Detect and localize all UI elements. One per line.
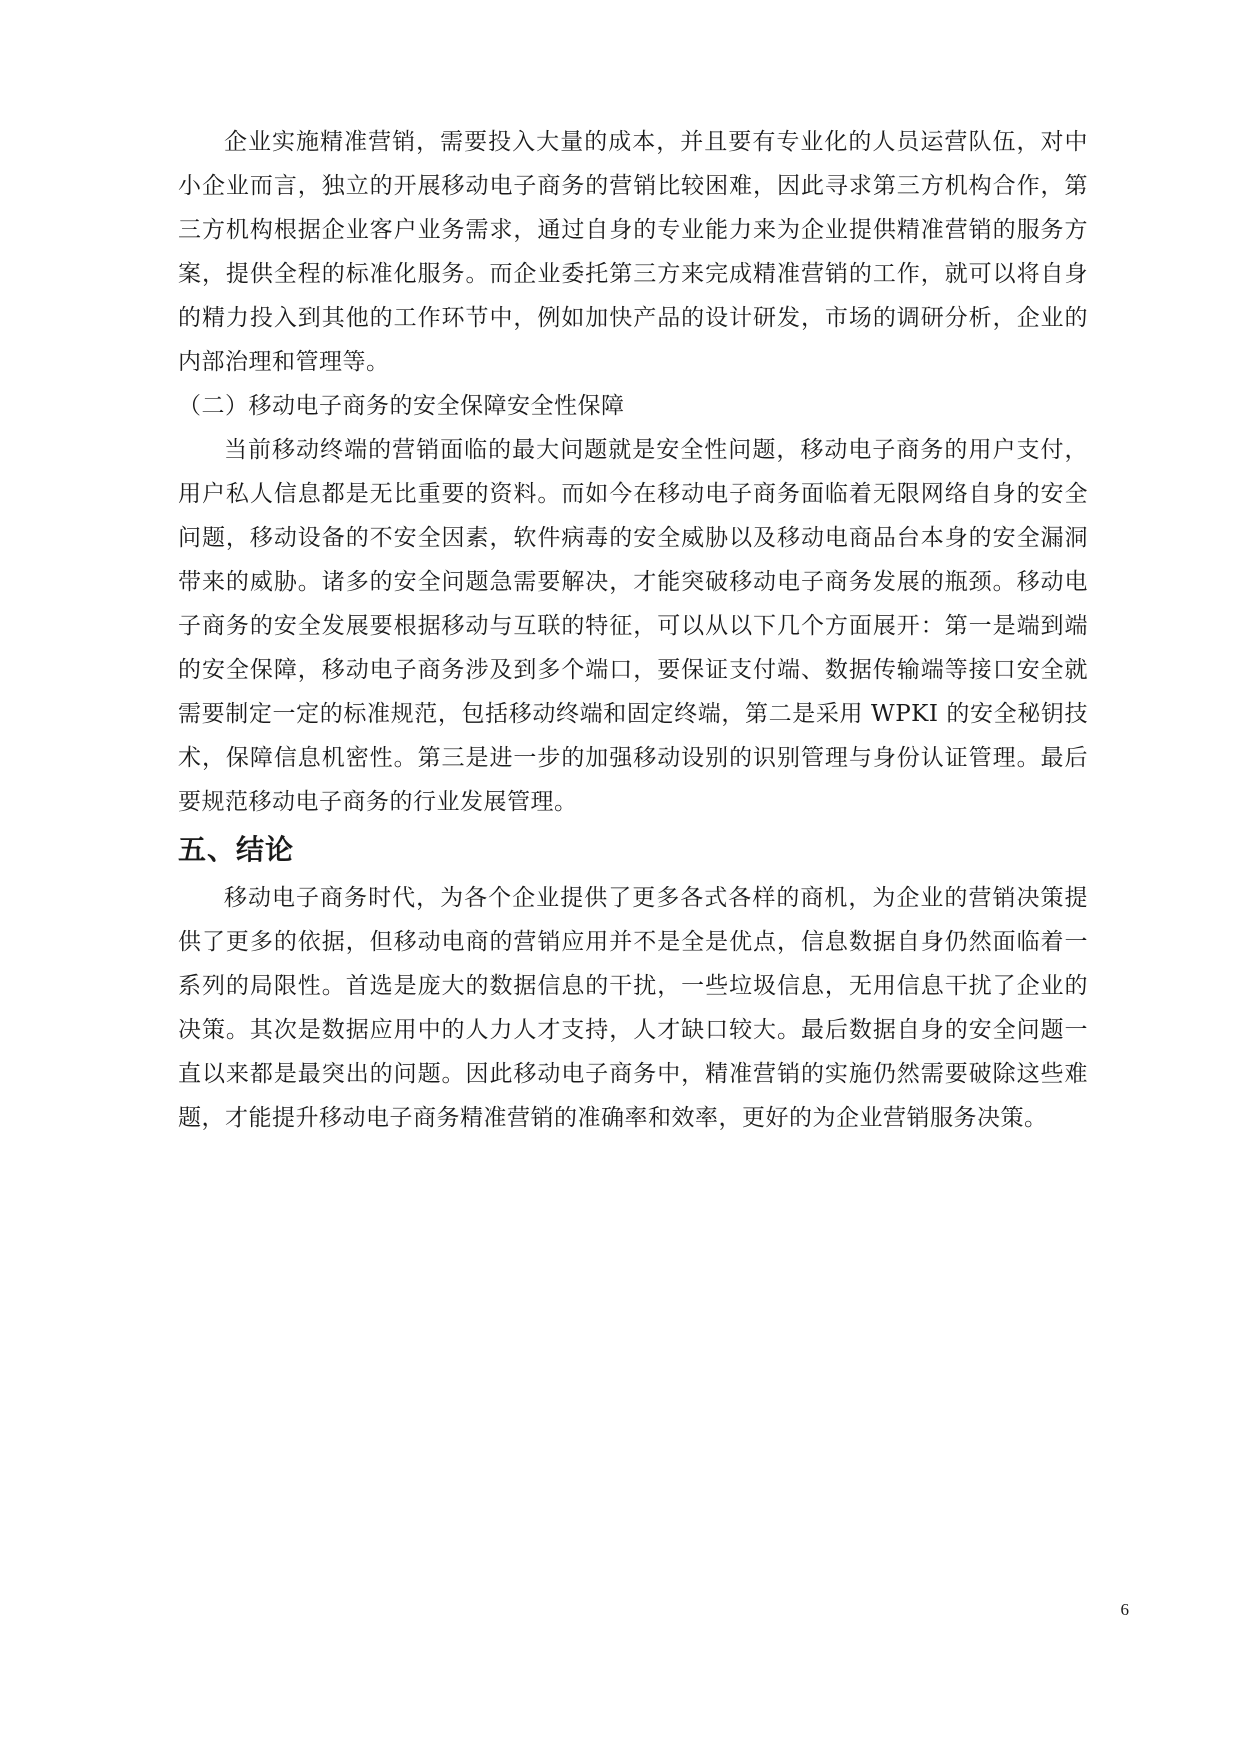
- paragraph-conclusion: 移动电子商务时代，为各个企业提供了更多各式各样的商机，为企业的营销决策提供了更多的依据，但移动电商的营销应用并不是全是优点，信息数据自身仍然面临着一系列的局限性。首选是庞大的数据信息的干扰，一些垃圾信息，无用信息干扰了企业的决策。其次是数据应用中的人力人才支持，人才缺口较大。最后数据自身的安全问题一直以来都是最突出的问题。因此移动电子商务中，精准营销的实施仍然需要破除这些难题，才能提升移动电子商务精准营销的准确率和效率，更好的为企业营销服务决策。: [178, 885, 1088, 1131]
- subheading-security: （二）移动电子商务的安全保障安全性保障: [178, 393, 625, 419]
- page-content: [178, 120, 1088, 1140]
- heading-conclusion: 五、结论: [178, 833, 295, 866]
- page-number: 6: [1120, 1600, 1129, 1619]
- paragraph-third-party-marketing: 企业实施精准营销，需要投入大量的成本，并且要有专业化的人员运营队伍，对中小企业而言，独立的开展移动电子商务的营销比较困难，因此寻求第三方机构合作，第三方机构根据企业客户业务需求，通过自身的专业能力来为企业提供精准营销的服务方案，提供全程的标准化服务。而企业委托第三方来完成精准营销的工作，就可以将自身的精力投入到其他的工作环节中，例如加快产品的设计研发，市场的调研分析，企业的内部治理和管理等。: [178, 129, 1088, 375]
- paragraph-security: 当前移动终端的营销面临的最大问题就是安全性问题，移动电子商务的用户支付，用户私人信息都是无比重要的资料。而如今在移动电子商务面临着无限网络自身的安全问题，移动设备的不安全因素，软件病毒的安全威胁以及移动电商品台本身的安全漏洞带来的威胁。诸多的安全问题急需要解决，才能突破移动电子商务发展的瓶颈。移动电子商务的安全发展要根据移动与互联的特征，可以从以下几个方面展开：第一是端到端的安全保障，移动电子商务涉及到多个端口，要保证支付端、数据传输端等接口安全就需要制定一定的标准规范，包括移动终端和固定终端，第二是采用 WPKI 的安全秘钥技术，保障信息机密性。第三是进一步的加强移动设别的识别管理与身份认证管理。最后要规范移动电子商务的行业发展管理。: [178, 437, 1088, 815]
